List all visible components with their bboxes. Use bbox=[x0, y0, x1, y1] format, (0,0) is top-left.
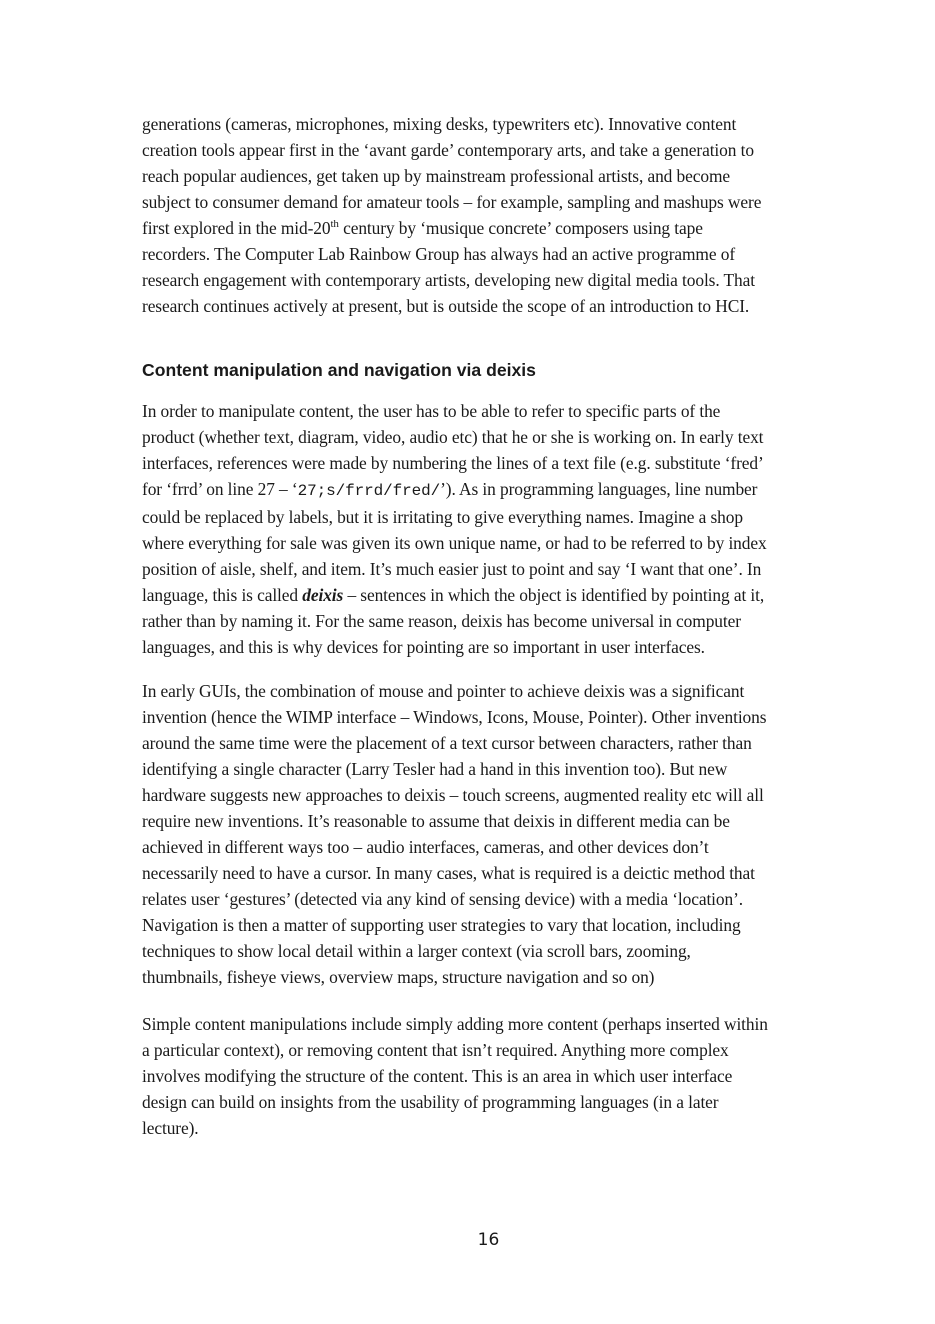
emphasized-term: deixis bbox=[302, 585, 344, 605]
code-snippet: 27;s/frrd/fred/ bbox=[297, 482, 441, 500]
text-line: involves modifying the structure of the content. This is an area in which user interface bbox=[142, 1066, 733, 1086]
text-line: Navigation is then a matter of supporting user strategies to vary that location, including bbox=[142, 915, 741, 935]
text-line: product (whether text, diagram, video, audio etc) that he or she is working on. In early text bbox=[142, 427, 764, 447]
text-segment: century by ‘musique concrete’ composers using tape bbox=[338, 218, 703, 238]
text-segment: ’). As in programming languages, line number bbox=[440, 479, 758, 499]
text-line: techniques to show local detail within a larger context (via scroll bars, zooming, bbox=[142, 941, 691, 961]
paragraph-deixis-intro bbox=[142, 398, 842, 660]
text-line: generations (cameras, microphones, mixing desks, typewriters etc). Innovative content bbox=[142, 114, 737, 134]
text-segment: for ‘frrd’ on line 27 – ‘ bbox=[142, 479, 298, 499]
text-line: research continues actively at present, but is outside the scope of an introduction to HCI. bbox=[142, 296, 750, 316]
text-line bbox=[142, 476, 842, 504]
text-line: research engagement with contemporary artists, developing new digital media tools. That bbox=[142, 270, 755, 290]
text-line: around the same time were the placement of a text cursor between characters, rather than bbox=[142, 733, 752, 753]
text-line: interfaces, references were made by numbering the lines of a text file (e.g. substitute ‘fred’ bbox=[142, 453, 764, 473]
text-line: necessarily need to have a cursor. In many cases, what is required is a deictic method that bbox=[142, 863, 755, 883]
text-line: a particular context), or removing content that isn’t required. Anything more complex bbox=[142, 1040, 729, 1060]
text-line: position of aisle, shelf, and item. It’s much easier just to point and say ‘I want that one’. In bbox=[142, 559, 762, 579]
superscript-ordinal: th bbox=[330, 218, 339, 230]
text-line: lecture). bbox=[142, 1118, 199, 1138]
text-line bbox=[142, 582, 842, 608]
text-line: reach popular audiences, get taken up by mainstream professional artists, and become bbox=[142, 166, 730, 186]
text-line: relates user ‘gestures’ (detected via any kind of sensing device) with a media ‘location’. bbox=[142, 889, 744, 909]
text-segment: language, this is called bbox=[142, 585, 303, 605]
paragraph-content-creation-tools bbox=[142, 111, 842, 319]
section-heading: Content manipulation and navigation via deixis bbox=[142, 360, 536, 380]
text-line: require new inventions. It’s reasonable to assume that deixis in different media can be bbox=[142, 811, 730, 831]
text-line: design can build on insights from the usability of programming languages (in a later bbox=[142, 1092, 719, 1112]
text-line: subject to consumer demand for amateur tools – for example, sampling and mashups were bbox=[142, 192, 762, 212]
text-line: languages, and this is why devices for pointing are so important in user interfaces. bbox=[142, 637, 705, 657]
text-line: hardware suggests new approaches to deixis – touch screens, augmented reality etc will all bbox=[142, 785, 764, 805]
text-segment: – sentences in which the object is identified by pointing at it, bbox=[343, 585, 765, 605]
text-line: Simple content manipulations include simply adding more content (perhaps inserted within bbox=[142, 1014, 768, 1034]
text-line: achieved in different ways too – audio interfaces, cameras, and other devices don’t bbox=[142, 837, 709, 857]
text-line: In order to manipulate content, the user has to be able to refer to specific parts of the bbox=[142, 401, 721, 421]
paragraph-simple-manipulations bbox=[142, 1011, 842, 1141]
text-line: creation tools appear first in the ‘avant garde’ contemporary arts, and take a generation to bbox=[142, 140, 754, 160]
page-number: 16 bbox=[477, 1230, 500, 1250]
text-line: recorders. The Computer Lab Rainbow Group has always had an active programme of bbox=[142, 244, 736, 264]
text-line: invention (hence the WIMP interface – Windows, Icons, Mouse, Pointer). Other inventions bbox=[142, 707, 767, 727]
text-line: In early GUIs, the combination of mouse and pointer to achieve deixis was a significant bbox=[142, 681, 745, 701]
text-line: could be replaced by labels, but it is irritating to give everything names. Imagine a shop bbox=[142, 507, 743, 527]
text-line: identifying a single character (Larry Tesler had a hand in this invention too). But new bbox=[142, 759, 728, 779]
text-line bbox=[142, 215, 842, 241]
text-line: thumbnails, fisheye views, overview maps, structure navigation and so on) bbox=[142, 967, 655, 987]
paragraph-early-guis bbox=[142, 678, 842, 990]
text-line: where everything for sale was given its own unique name, or had to be referred to by index bbox=[142, 533, 767, 553]
text-segment: first explored in the mid-20 bbox=[142, 218, 331, 238]
text-line: rather than by naming it. For the same reason, deixis has become universal in computer bbox=[142, 611, 741, 631]
